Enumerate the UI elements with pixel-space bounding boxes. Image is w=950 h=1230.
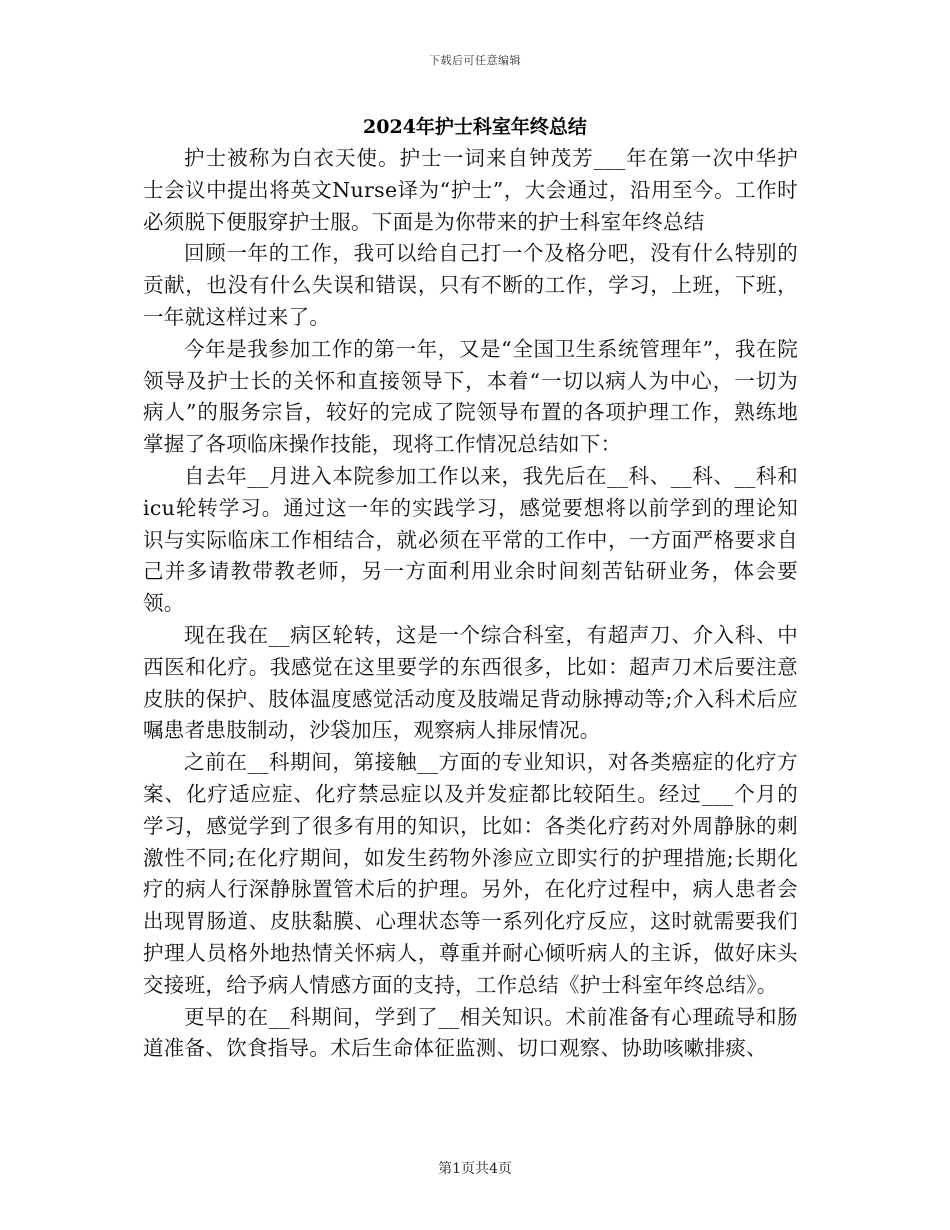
header-note: 下载后可任意编辑 xyxy=(429,54,521,67)
paragraph: 护士被称为白衣天使。护士一词来自钟茂芳___年在第一次中华护士会议中提出将英文Nurse译为“护士”，大会通过，沿用至今。工作时必须脱下便服穿护士服。下面是为你带来的护士科室年终总结 xyxy=(143,146,798,234)
paragraph: 之前在__科期间，第接触__方面的专业知识，对各类癌症的化疗方案、化疗适应症、化疗禁忌症以及并发症都比较陌生。经过___个月的学习，感觉学到了很多有用的知识，比如：各类化疗药对外周静脉的刺激性不同;在化疗期间，如发生药物外渗应立即实行的护理措施;长期化疗的病人行深静脉置管术后的护理。另外，在化疗过程中，病人患者会出现胃肠道、皮肤黏膜、心理状态等一系列化疗反应，这时就需要我们护理人员格外地热情关怀病人，尊重并耐心倾听病人的主诉，做好床头交接班，给予病人情感方面的支持，工作总结《护士科室年终总结》。 xyxy=(143,750,798,997)
page-number: 第1页共4页 xyxy=(438,1161,512,1177)
paragraph: 回顾一年的工作，我可以给自己打一个及格分吧，没有什么特别的贡献，也没有什么失误和错误，只有不断的工作，学习，上班，下班，一年就这样过来了。 xyxy=(143,241,798,329)
document-body xyxy=(143,143,798,1065)
paragraph: 今年是我参加工作的第一年，又是“全国卫生系统管理年”，我在院领导及护士长的关怀和直接领导下，本着“一切以病人为中心，一切为病人”的服务宗旨，较好的完成了院领导布置的各项护理工作，熟练地掌握了各项临床操作技能，现将工作情况总结如下： xyxy=(143,336,798,457)
paragraph: 更早的在__科期间，学到了__相关知识。术前准备有心理疏导和肠道准备、饮食指导。术后生命体征监测、切口观察、协助咳嗽排痰、 xyxy=(143,1004,798,1061)
paragraph: 现在我在__病区轮转，这是一个综合科室，有超声刀、介入科、中西医和化疗。我感觉在这里要学的东西很多，比如：超声刀术后要注意皮肤的保护、肢体温度感觉活动度及肢端足背动脉搏动等;介入科术后应嘱患者患肢制动，沙袋加压，观察病人排尿情况。 xyxy=(143,622,798,743)
document-title: 2024年护士科室年终总结 xyxy=(363,116,587,138)
paragraph: 自去年__月进入本院参加工作以来，我先后在__科、__科、__科和icu轮转学习。通过这一年的实践学习，感觉要想将以前学到的理论知识与实际临床工作相结合，就必须在平常的工作中，一方面严格要求自己并多请教带教老师，另一方面利用业余时间刻苦钻研业务，体会要领。 xyxy=(143,463,798,616)
